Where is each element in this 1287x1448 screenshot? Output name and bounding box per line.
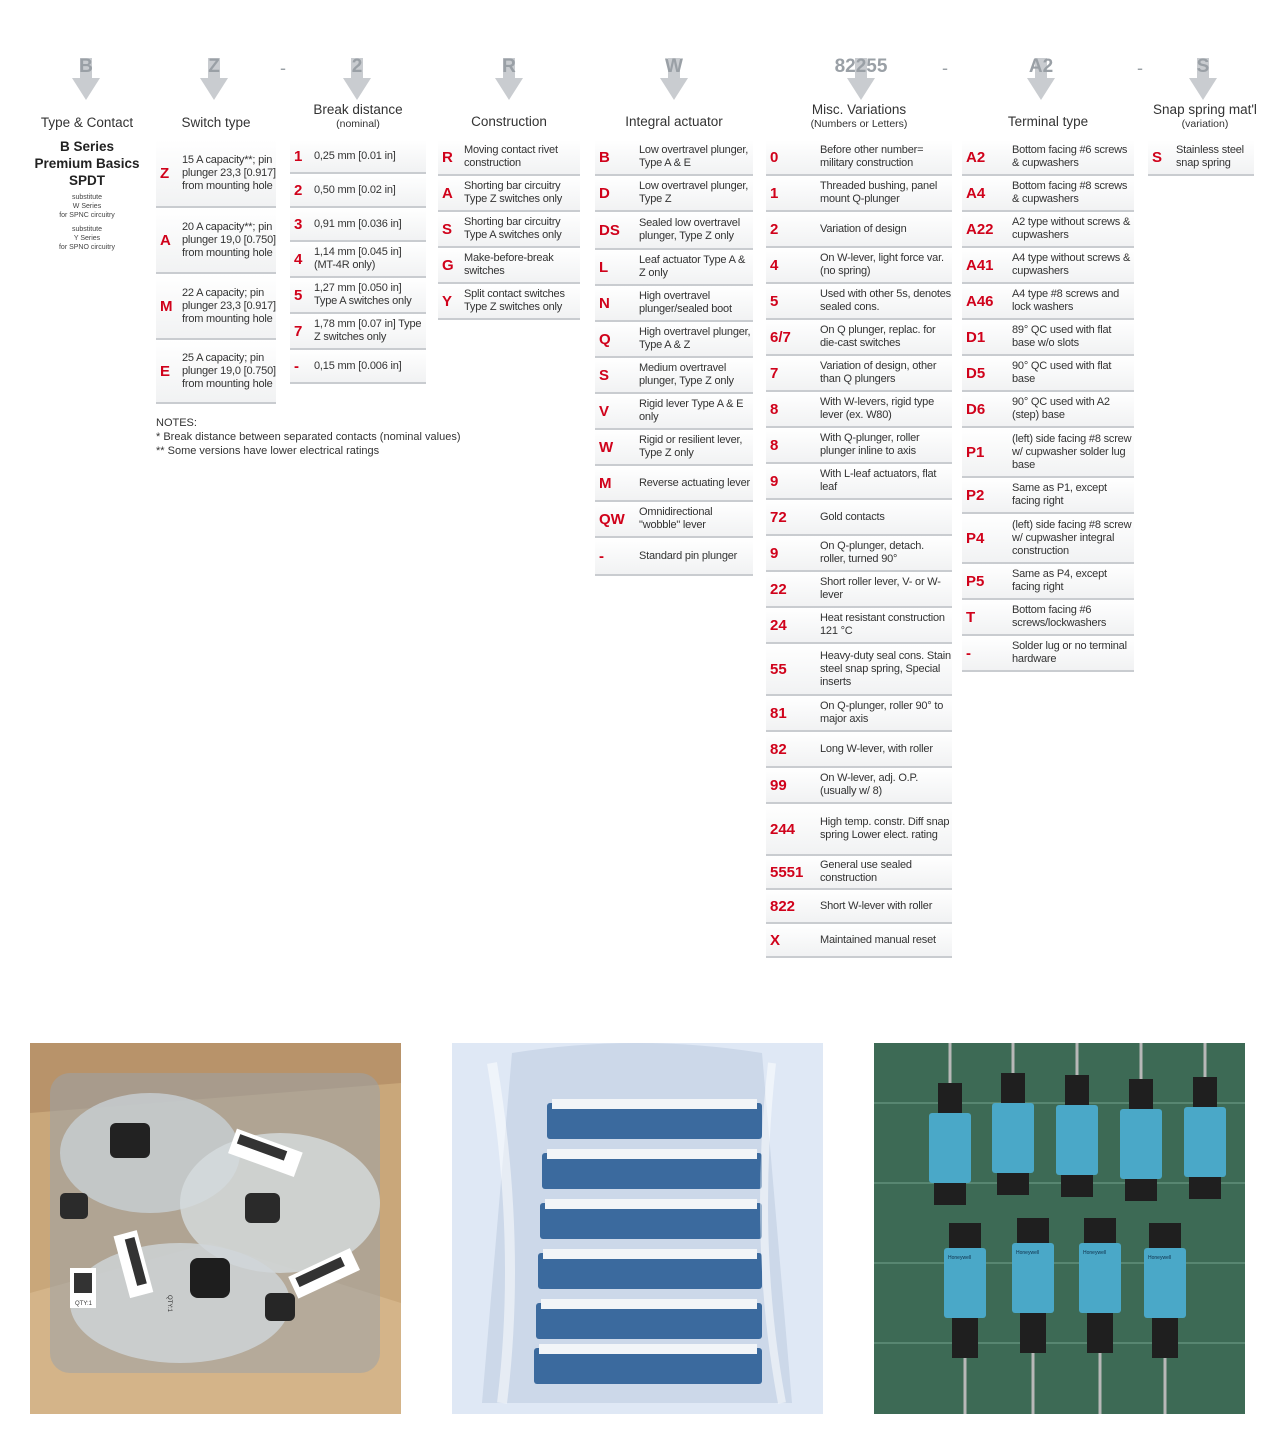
option-code: 9 <box>770 472 779 490</box>
option-code: 99 <box>770 776 787 794</box>
option-description: Medium overtravel plunger, Type Z only <box>639 362 734 387</box>
series-name: B Series <box>59 139 115 154</box>
construction-row <box>438 284 580 320</box>
option-code: S <box>442 220 453 238</box>
series-subtitle: Premium Basics <box>34 156 140 171</box>
option-code: A4 <box>966 184 986 202</box>
integral-actuator-row <box>595 176 753 212</box>
notes <box>156 416 461 458</box>
misc-variation-row <box>766 284 952 320</box>
option-description: 0,91 mm [0.036 in] <box>314 217 402 230</box>
option-description: Used with other 5s, denotes sealed cons. <box>820 288 951 313</box>
option-code: Q <box>599 330 611 348</box>
option-description: Solder lug or no terminal hardware <box>1012 640 1127 665</box>
switch-brand-label: Honeywell <box>1083 1250 1107 1256</box>
misc-variation-row <box>766 644 952 696</box>
code-letter-switch: Z <box>208 56 220 77</box>
header-type-contact: Type & Contact <box>40 115 134 130</box>
option-code: 55 <box>770 660 787 678</box>
option-description: (left) side facing #8 screw w/ cupwasher integral construction <box>1012 518 1132 557</box>
option-description: Sealed low overtravel plunger, Type Z only <box>639 217 740 242</box>
construction-row <box>438 248 580 284</box>
option-code: 4 <box>770 256 779 274</box>
option-code: 0 <box>770 148 779 166</box>
option-code: 8 <box>770 436 779 454</box>
option-code: D1 <box>966 328 986 346</box>
switch-brand-label: Honeywell <box>1148 1255 1172 1261</box>
switch-type-row <box>156 340 276 404</box>
integral-actuator-row <box>595 358 753 394</box>
code-letter-terminal: A2 <box>1028 56 1054 77</box>
code-letter-break: 2 <box>351 56 363 77</box>
substitute-note: substitute <box>72 226 102 233</box>
option-code: X <box>770 931 781 949</box>
option-description: 0,50 mm [0.02 in] <box>314 183 396 196</box>
option-description: Heavy-duty seal cons. Stain steel snap spring, Special inserts <box>820 649 951 688</box>
option-code: 1 <box>770 184 779 202</box>
switch-type-table <box>156 140 276 404</box>
misc-variation-row <box>766 768 952 804</box>
option-code: 6/7 <box>770 328 791 346</box>
code-letter-construction: R <box>502 56 516 77</box>
header-snap-spring: Snap spring mat'l (variation) <box>1153 102 1257 130</box>
option-description: Variation of design <box>820 222 907 235</box>
option-code: 8 <box>770 400 779 418</box>
option-description: 1,78 mm [0.07 in] Type Z switches only <box>314 318 422 343</box>
option-description: Reverse actuating lever <box>639 476 750 489</box>
option-code: Z <box>160 164 170 182</box>
option-description: 90° QC used with flat base <box>1012 360 1112 385</box>
misc-variation-row <box>766 572 952 608</box>
misc-variation-row <box>766 248 952 284</box>
switch-type-row <box>156 208 276 274</box>
terminal-type-row <box>962 478 1134 514</box>
option-code: A22 <box>966 220 994 238</box>
snap-spring-row <box>1148 140 1254 176</box>
option-description: Split contact switches Type Z switches only <box>464 288 565 313</box>
photo-bagged-stack <box>452 1043 823 1414</box>
option-code: M <box>599 474 612 492</box>
type-contact-box <box>22 138 152 252</box>
terminal-type-row <box>962 356 1134 392</box>
break-distance-row <box>290 314 426 350</box>
option-description: 15 A capacity**; pin plunger 23,3 [0.917] from mounting hole <box>182 153 276 192</box>
break-distance-row <box>290 140 426 174</box>
option-code: 5 <box>770 292 779 310</box>
option-description: Low overtravel plunger, Type A & E <box>639 144 749 169</box>
option-description: Standard pin plunger <box>639 549 738 562</box>
integral-actuator-row <box>595 322 753 358</box>
misc-variation-row <box>766 856 952 890</box>
option-code: D5 <box>966 364 986 382</box>
terminal-type-row <box>962 212 1134 248</box>
option-description: Stainless steel snap spring <box>1176 144 1244 169</box>
option-code: 9 <box>770 544 779 562</box>
substitute-circuitry: for SPNC circuitry <box>59 212 115 219</box>
substitute-note: substitute <box>72 194 102 201</box>
integral-actuator-row <box>595 502 753 538</box>
option-code: 822 <box>770 897 796 915</box>
construction-row <box>438 212 580 248</box>
option-code: B <box>599 148 610 166</box>
switches-photo-drawing <box>874 1043 1245 1414</box>
misc-variation-row <box>766 732 952 768</box>
header-terminal-type: Terminal type <box>1007 114 1089 129</box>
box-photo-drawing <box>30 1043 401 1414</box>
option-description: On Q-plunger, roller 90° to major axis <box>820 700 944 725</box>
switch-type-row <box>156 140 276 208</box>
misc-variation-row <box>766 804 952 856</box>
option-code: R <box>442 148 453 166</box>
option-code: - <box>294 357 299 375</box>
code-letter-actuator: W <box>665 56 683 77</box>
option-code: 1 <box>294 147 303 165</box>
option-code: QW <box>599 510 625 528</box>
option-code: 244 <box>770 820 796 838</box>
snap-spring-table <box>1148 140 1254 176</box>
option-code: D <box>599 184 610 202</box>
terminal-type-row <box>962 140 1134 176</box>
option-code: P4 <box>966 529 985 547</box>
option-description: Same as P1, except facing right <box>1012 482 1107 507</box>
option-description: On Q-plunger, detach. roller, turned 90° <box>820 540 925 565</box>
option-code: 2 <box>294 181 303 199</box>
misc-variation-row <box>766 696 952 732</box>
option-description: Bottom facing #6 screws/lockwashers <box>1012 604 1107 629</box>
option-description: Same as P4, except facing right <box>1012 568 1107 593</box>
option-description: Bottom facing #6 screws & cupwashers <box>1012 144 1128 169</box>
option-description: Short roller lever, V- or W-lever <box>820 576 941 601</box>
option-description: Omnidirectional "wobble" lever <box>639 506 713 531</box>
notes-title: NOTES: <box>156 417 197 429</box>
option-code: M <box>160 297 173 315</box>
terminal-type-row <box>962 600 1134 636</box>
option-description: Maintained manual reset <box>820 933 936 946</box>
option-code: L <box>599 258 609 276</box>
switch-brand-label: Honeywell <box>948 1255 972 1261</box>
break-distance-row <box>290 278 426 314</box>
option-description: With Q-plunger, roller plunger inline to axis <box>820 432 920 457</box>
misc-variation-row <box>766 212 952 248</box>
option-description: Moving contact rivet construction <box>464 144 558 169</box>
option-description: Before other number= military construction <box>820 144 924 169</box>
header-construction: Construction <box>471 114 547 129</box>
option-code: 3 <box>294 215 303 233</box>
box-label-qty: QTY:1 <box>166 1295 172 1313</box>
option-code: 4 <box>294 250 303 268</box>
integral-actuator-row <box>595 466 753 502</box>
photo-limit-switches <box>874 1043 1245 1414</box>
terminal-type-row <box>962 176 1134 212</box>
option-description: Make-before-break switches <box>464 252 554 277</box>
option-code: P2 <box>966 486 985 504</box>
option-description: 20 A capacity**; pin plunger 19,0 [0.750] from mounting hole <box>182 220 276 259</box>
misc-variations-table <box>766 140 952 958</box>
notes-line: * Break distance between separated contacts (nominal values) <box>156 431 461 443</box>
option-description: On W-lever, adj. O.P. (usually w/ 8) <box>820 772 919 797</box>
option-description: Threaded bushing, panel mount Q-plunger <box>820 180 938 205</box>
option-code: W <box>599 438 614 456</box>
option-code: 5551 <box>770 863 804 881</box>
misc-variation-row <box>766 428 952 464</box>
option-code: P1 <box>966 443 985 461</box>
integral-actuator-row <box>595 430 753 466</box>
option-description: High temp. constr. Diff snap spring Lower elect. rating <box>820 816 950 841</box>
option-code: 22 <box>770 580 787 598</box>
option-code: 7 <box>294 322 303 340</box>
contact-type: SPDT <box>68 173 105 188</box>
photo-packed-box <box>30 1043 401 1414</box>
option-description: General use sealed construction <box>820 859 912 884</box>
option-code: E <box>160 362 171 380</box>
integral-actuator-row <box>595 250 753 286</box>
option-description: Long W-lever, with roller <box>820 742 933 755</box>
integral-actuator-row <box>595 286 753 322</box>
code-dash-1: - <box>280 58 286 78</box>
option-code: N <box>599 294 610 312</box>
misc-variation-row <box>766 140 952 176</box>
integral-actuator-row <box>595 394 753 430</box>
code-misc-number: 82255 <box>834 56 888 77</box>
construction-table <box>438 140 580 320</box>
misc-variation-row <box>766 356 952 392</box>
option-description: 1,27 mm [0.050 in] Type A switches only <box>314 282 412 307</box>
option-description: Heat resistant construction 121 °C <box>820 612 945 637</box>
misc-variation-row <box>766 464 952 500</box>
terminal-type-row <box>962 392 1134 428</box>
integral-actuator-row <box>595 212 753 250</box>
header-integral-actuator: Integral actuator <box>625 114 723 129</box>
option-code: V <box>599 402 610 420</box>
option-code: Y <box>442 292 453 310</box>
break-distance-row <box>290 174 426 208</box>
substitute-series: W Series <box>72 203 102 210</box>
misc-variation-row <box>766 320 952 356</box>
misc-variation-row <box>766 176 952 212</box>
option-description: On Q plunger, replac. for die-cast switches <box>820 324 936 349</box>
option-code: S <box>1152 148 1163 166</box>
option-code: 24 <box>770 616 787 634</box>
option-description: High overtravel plunger, Type A & Z <box>639 326 751 351</box>
option-description: Rigid lever Type A & E only <box>639 398 744 423</box>
option-code: 72 <box>770 508 787 526</box>
option-code: A41 <box>966 256 994 274</box>
option-code: G <box>442 256 454 274</box>
switch-type-row <box>156 274 276 340</box>
terminal-type-row <box>962 248 1134 284</box>
option-code: 5 <box>294 286 303 304</box>
misc-variation-row <box>766 608 952 644</box>
code-letter-type: B <box>79 56 93 77</box>
break-distance-table <box>290 140 426 384</box>
integral-actuator-table <box>595 140 753 576</box>
misc-variation-row <box>766 924 952 958</box>
terminal-type-row <box>962 514 1134 564</box>
break-distance-row <box>290 350 426 384</box>
option-code: D6 <box>966 400 986 418</box>
construction-row <box>438 140 580 176</box>
misc-variation-row <box>766 536 952 572</box>
header-break-distance: Break distance (nominal) <box>313 102 403 130</box>
option-code: A <box>160 231 171 249</box>
option-code: A2 <box>966 148 986 166</box>
option-description: Leaf actuator Type A & Z only <box>639 254 746 279</box>
misc-variation-row <box>766 890 952 924</box>
option-description: Rigid or resilient lever, Type Z only <box>639 434 743 459</box>
option-description: 1,14 mm [0.045 in] (MT-4R only) <box>314 246 402 271</box>
option-description: (left) side facing #8 screw w/ cupwasher solder lug base <box>1012 432 1132 471</box>
option-description: Short W-lever with roller <box>820 899 933 912</box>
option-description: High overtravel plunger/sealed boot <box>639 290 732 315</box>
option-code: P5 <box>966 572 985 590</box>
terminal-type-row <box>962 320 1134 356</box>
option-description: Shorting bar circuitry Type A switches only <box>464 216 562 241</box>
option-code: S <box>599 366 610 384</box>
option-description: 90° QC used with A2 (step) base <box>1012 396 1110 421</box>
option-description: Bottom facing #8 screws & cupwashers <box>1012 180 1128 205</box>
substitute-circuitry: for SPNO circuitry <box>58 244 115 251</box>
option-description: 0,15 mm [0.006 in] <box>314 359 402 372</box>
option-description: With L-leaf actuators, flat leaf <box>820 468 937 493</box>
code-letter-snap: S <box>1196 56 1210 77</box>
option-description: A2 type without screws & cupwashers <box>1012 216 1131 241</box>
option-description: 89° QC used with flat base w/o slots <box>1012 324 1112 349</box>
option-code: - <box>599 547 604 565</box>
option-description: With W-levers, rigid type lever (ex. W80) <box>820 396 934 421</box>
substitute-series: Y Series <box>73 235 101 242</box>
option-code: - <box>966 644 971 662</box>
terminal-type-row <box>962 428 1134 478</box>
option-code: T <box>966 608 976 626</box>
break-distance-row <box>290 208 426 242</box>
option-description: Gold contacts <box>820 510 885 523</box>
switch-brand-label: Honeywell <box>1016 1250 1040 1256</box>
option-description: Shorting bar circuitry Type Z switches only <box>464 180 563 205</box>
option-description: Variation of design, other than Q plungers <box>820 360 937 385</box>
stack-photo-drawing <box>452 1043 823 1414</box>
header-misc-variations: Misc. Variations (Numbers or Letters) <box>810 102 908 130</box>
option-code: A46 <box>966 292 994 310</box>
terminal-type-row <box>962 284 1134 320</box>
option-code: 2 <box>770 220 779 238</box>
option-code: 81 <box>770 704 787 722</box>
option-code: A <box>442 184 453 202</box>
terminal-type-row <box>962 636 1134 672</box>
break-distance-row <box>290 242 426 278</box>
terminal-type-table <box>962 140 1134 672</box>
misc-variation-row <box>766 392 952 428</box>
option-description: A4 type #8 screws and lock washers <box>1012 288 1120 313</box>
option-code: DS <box>599 221 620 239</box>
box-label-qty: QTY:1 <box>75 1301 93 1307</box>
option-description: A4 type without screws & cupwashers <box>1012 252 1131 277</box>
code-dash-2: - <box>942 58 948 78</box>
option-code: 7 <box>770 364 779 382</box>
notes-line: ** Some versions have lower electrical ratings <box>156 445 380 457</box>
option-description: 0,25 mm [0.01 in] <box>314 149 396 162</box>
misc-variation-row <box>766 500 952 536</box>
header-switch-type: Switch type <box>181 115 251 130</box>
option-description: 22 A capacity; pin plunger 23,3 [0.917] from mounting hole <box>182 286 276 325</box>
code-dash-3: - <box>1137 58 1143 78</box>
integral-actuator-row <box>595 140 753 176</box>
integral-actuator-row <box>595 538 753 576</box>
option-description: Low overtravel plunger, Type Z <box>639 180 749 205</box>
construction-row <box>438 176 580 212</box>
option-description: On W-lever, light force var. (no spring) <box>820 252 944 277</box>
terminal-type-row <box>962 564 1134 600</box>
option-description: 25 A capacity; pin plunger 19,0 [0.750] from mounting hole <box>182 351 276 390</box>
option-code: 82 <box>770 740 787 758</box>
